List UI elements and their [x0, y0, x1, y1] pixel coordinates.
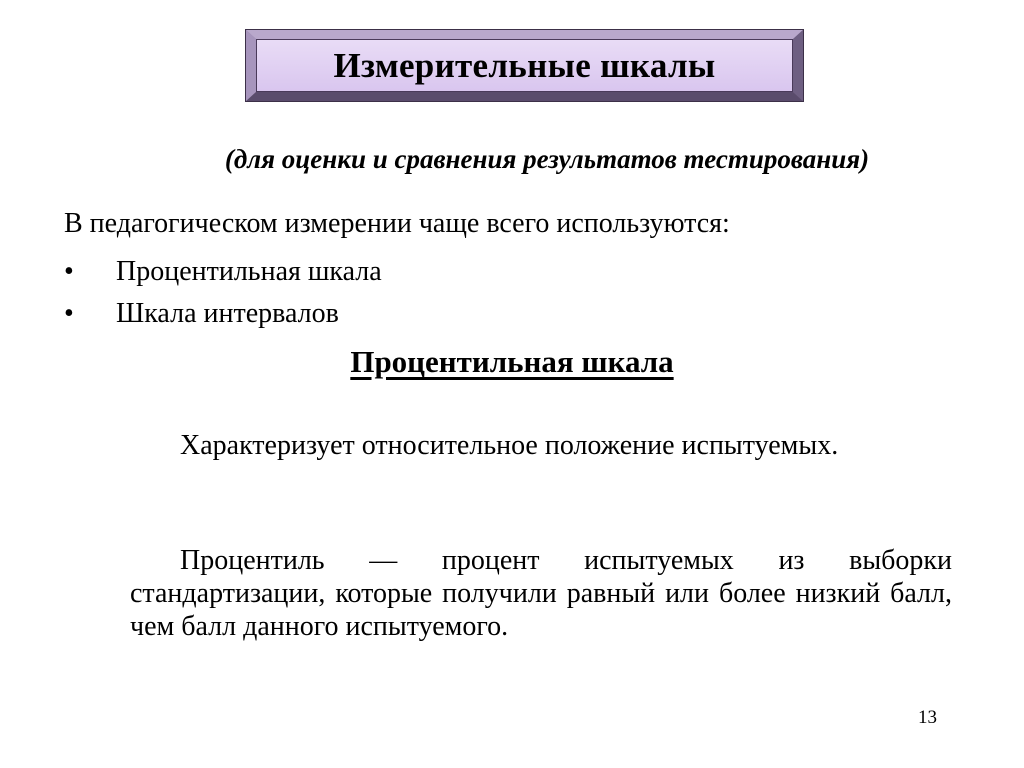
slide-title: Измерительные шкалы — [333, 45, 716, 85]
bullet-list — [64, 251, 382, 335]
paragraph-characterizes: Характеризует относительное положение испытуемых. — [180, 430, 839, 461]
slide-subtitle: (для оценки и сравнения результатов тестирования) — [224, 144, 870, 174]
title-box — [245, 29, 804, 102]
intro-text: В педагогическом измерении чаще всего используются: — [64, 208, 730, 239]
page-number: 13 — [918, 707, 937, 728]
bullet-marker: • — [64, 256, 74, 287]
bullet-marker: • — [64, 298, 74, 329]
title-face — [256, 39, 793, 92]
list-item — [64, 293, 382, 335]
section-heading: Процентильная шкала — [350, 344, 674, 379]
list-item — [64, 251, 382, 293]
list-item-label: Процентильная шкала — [116, 256, 382, 287]
list-item-label: Шкала интервалов — [116, 298, 339, 329]
paragraph-percentile-definition: Процентиль — процент испытуемых из выборки стандартизации, которые получили равный или более низкий балл, чем балл данного испытуемого. — [130, 545, 952, 642]
